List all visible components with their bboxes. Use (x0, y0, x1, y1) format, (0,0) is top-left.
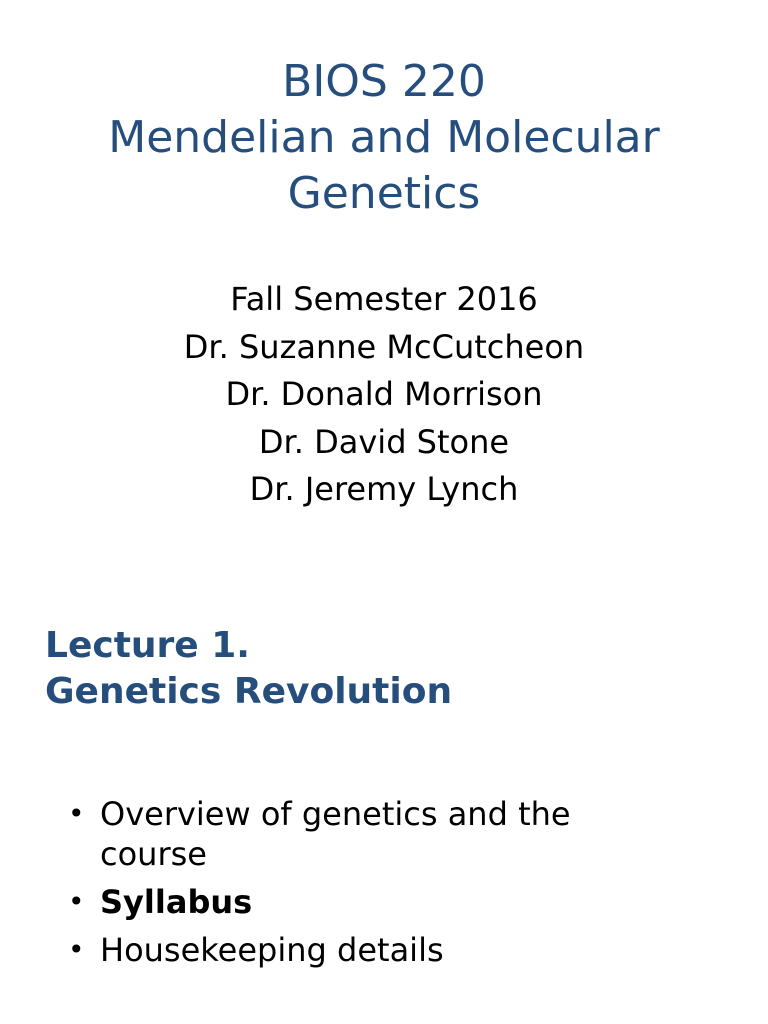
bullet-text: Syllabus (100, 883, 253, 921)
bullet-item (0, 882, 680, 922)
bullet-item (0, 794, 680, 874)
bullet-item (0, 930, 680, 970)
instructor: Dr. Donald Morrison (225, 375, 543, 413)
lecture-heading (45, 623, 452, 715)
bullet-icon: • (68, 933, 85, 966)
lecture-number: Lecture 1. (45, 625, 250, 666)
bullet-icon: • (68, 797, 85, 830)
course-code: BIOS 220 (282, 56, 486, 107)
instructor: Dr. Jeremy Lynch (249, 470, 519, 508)
semester: Fall Semester 2016 (230, 280, 538, 318)
instructor: Dr. Suzanne McCutcheon (183, 327, 585, 366)
bullet-text: Housekeeping details (100, 931, 444, 969)
bullet-text: Overview of genetics and the course (100, 795, 571, 873)
bullet-list (0, 794, 768, 978)
bullet-icon: • (68, 885, 85, 918)
course-name-line-1: Mendelian and Molecular (108, 112, 660, 163)
slide-title (0, 54, 768, 222)
course-credits (0, 276, 768, 514)
instructor: Dr. David Stone (258, 422, 510, 461)
course-name-line-2: Genetics (287, 168, 481, 219)
lecture-name: Genetics Revolution (45, 671, 453, 712)
